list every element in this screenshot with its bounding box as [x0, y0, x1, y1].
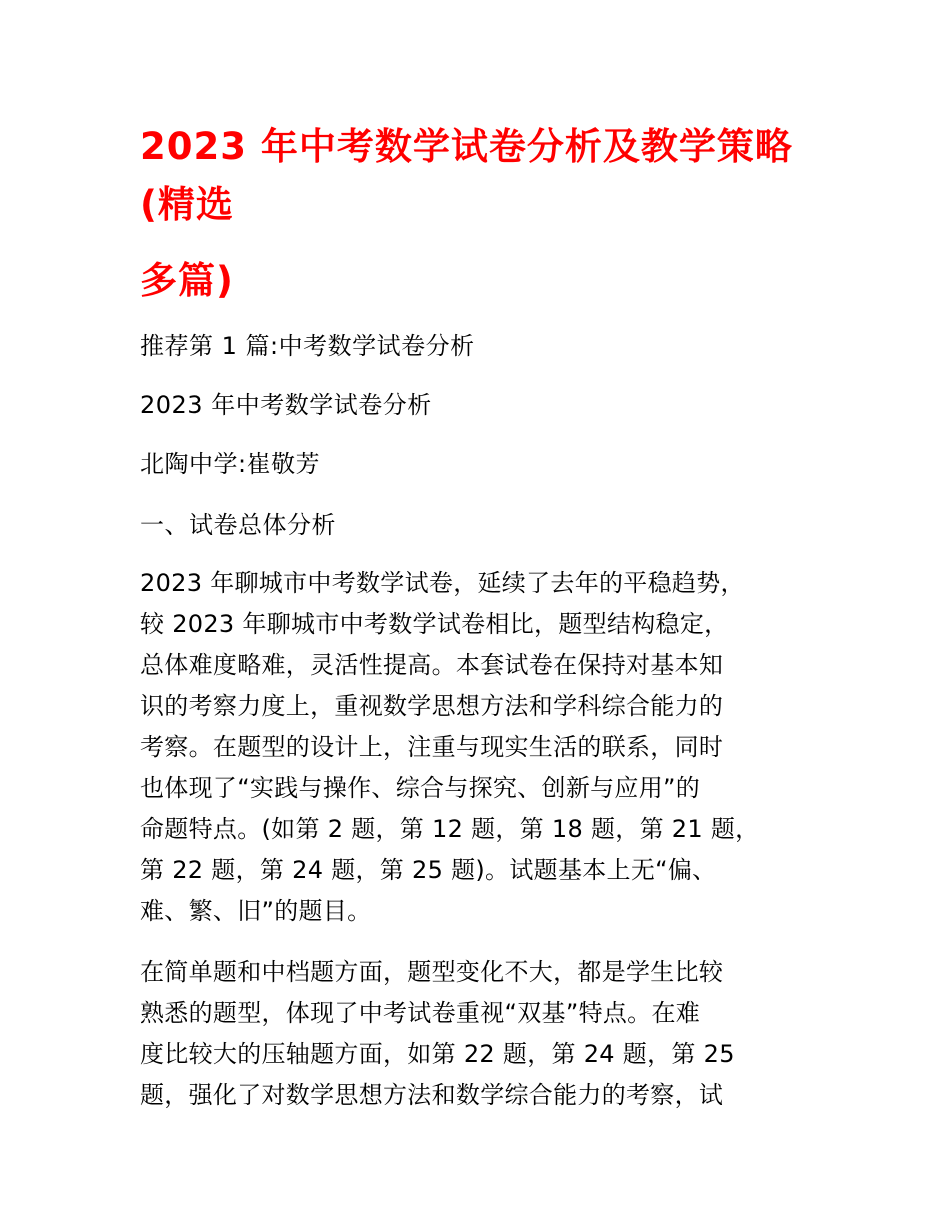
paragraph-line: 第 22 题，第 24 题，第 25 题)。试题基本上无“偏、: [140, 856, 717, 884]
paragraph-line: 命题特点。(如第 2 题，第 12 题，第 18 题，第 21 题，: [140, 815, 760, 843]
paragraph-1: [140, 563, 830, 932]
paragraph-line: 较 2023 年聊城市中考数学试卷相比，题型结构稳定，: [140, 610, 729, 638]
paragraph-line: 总体难度略难，灵活性提高。本套试卷在保持对基本知: [140, 651, 724, 679]
paragraph-2: [140, 952, 830, 1116]
paragraph-line: 考察。在题型的设计上，注重与现实生活的联系，同时: [140, 733, 724, 761]
subtitle: 2023 年中考数学试卷分析: [140, 391, 432, 419]
author-line: 北陶中学:崔敬芳: [140, 450, 321, 478]
paragraph-line: 在简单题和中档题方面，题型变化不大，都是学生比较: [140, 958, 724, 986]
section-heading: 一、试卷总体分析: [140, 511, 336, 539]
recommend-line: 推荐第 1 篇:中考数学试卷分析: [140, 332, 475, 360]
document-title-line-1: 2023 年中考数学试卷分析及教学策略: [140, 125, 793, 168]
document-title-line-2: (精选: [140, 183, 234, 226]
paragraph-line: 2023 年聊城市中考数学试卷，延续了去年的平稳趋势，: [140, 569, 745, 597]
paragraph-line: 也体现了“实践与操作、综合与探究、创新与应用”的: [140, 774, 701, 802]
paragraph-line: 难、繁、旧”的题目。: [140, 897, 372, 925]
paragraph-line: 度比较大的压轴题方面，如第 22 题，第 24 题，第 25: [140, 1040, 735, 1068]
document-title-line-3: 多篇): [140, 259, 234, 302]
paragraph-line: 熟悉的题型，体现了中考试卷重视“双基”特点。在难: [140, 999, 701, 1027]
paragraph-line: 题，强化了对数学思想方法和数学综合能力的考察，试: [140, 1081, 724, 1109]
paragraph-line: 识的考察力度上，重视数学思想方法和学科综合能力的: [140, 692, 724, 720]
